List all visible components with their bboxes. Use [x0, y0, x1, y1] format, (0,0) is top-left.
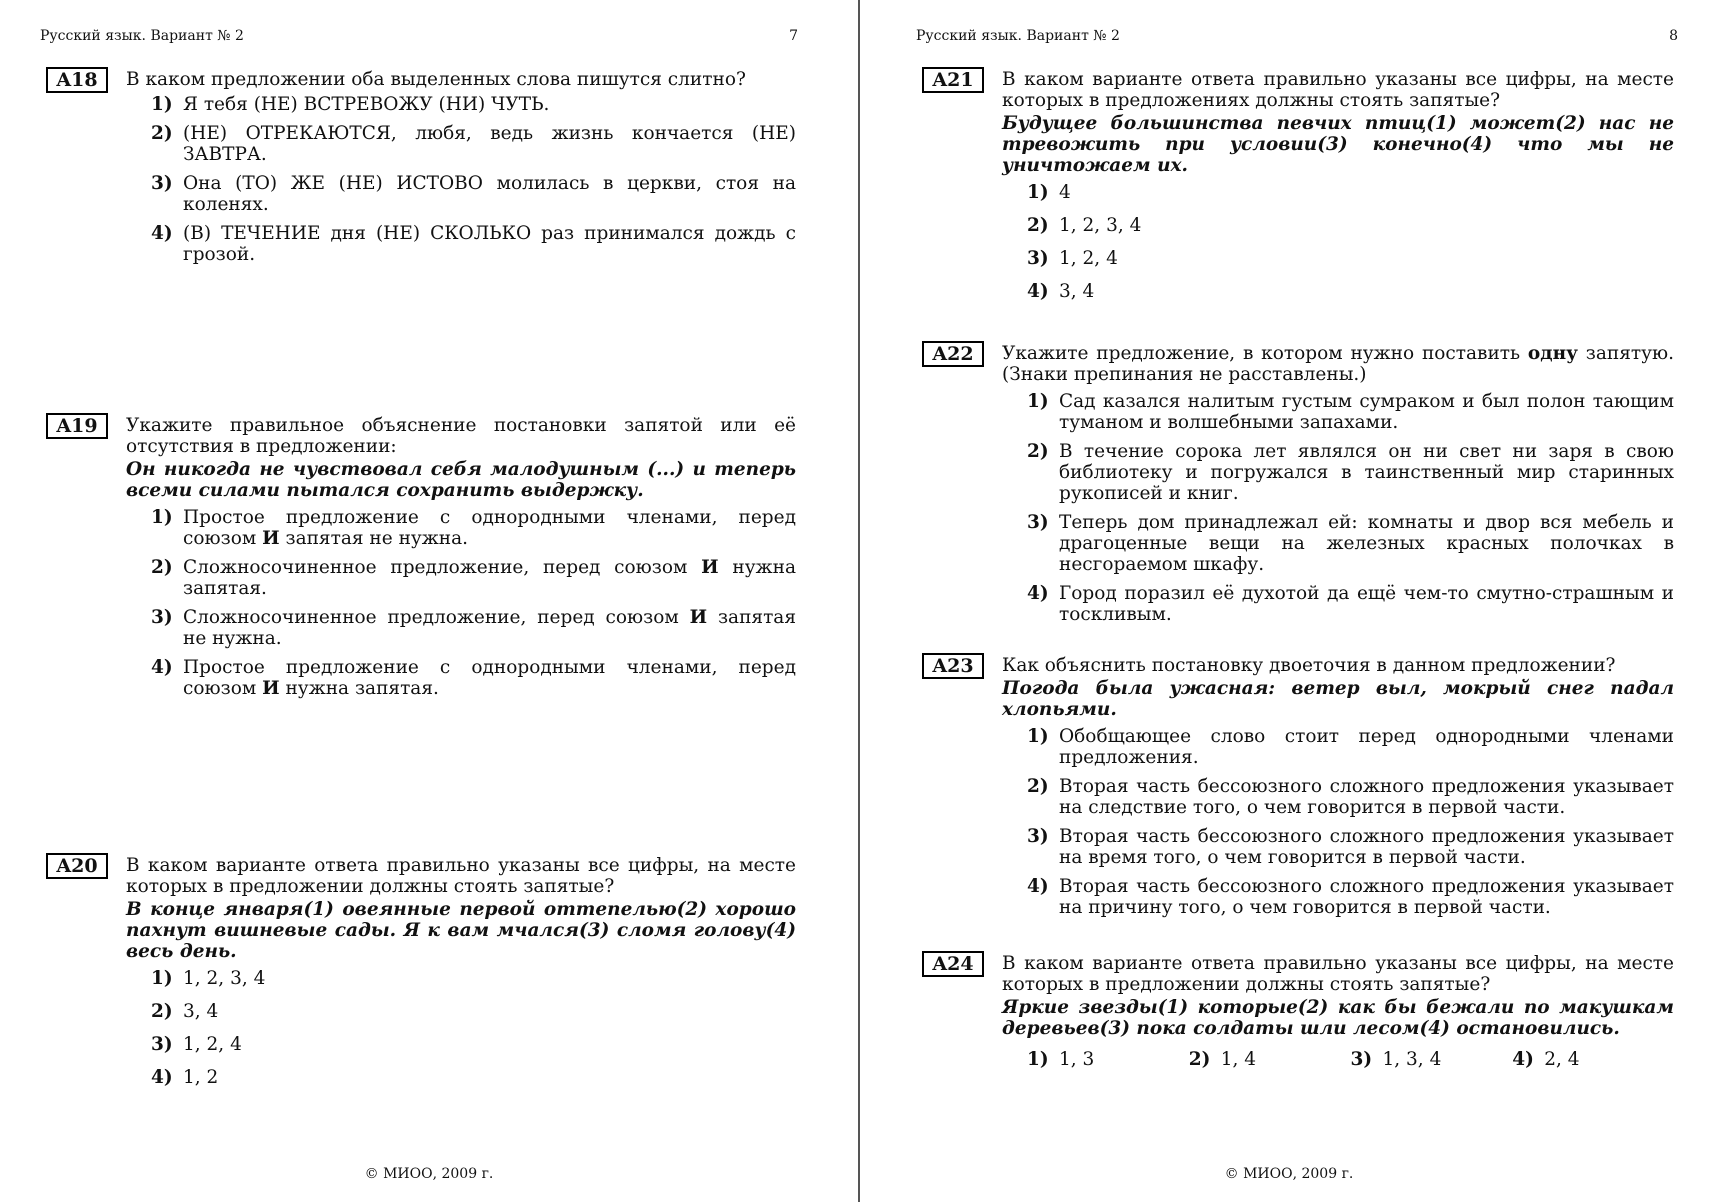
option-3[interactable]: 3) Теперь дом принадлежал ей: комнаты и двор вся мебель и драгоценные вещи на железных красных полочках в несгораемом шкафу.: [1027, 512, 1674, 575]
option-2[interactable]: 2) Вторая часть бессоюзного сложного предложения указывает на следствие того, о чем говорится в первой части.: [1027, 776, 1674, 818]
question-body: [126, 69, 796, 284]
question-body: [1002, 953, 1674, 1070]
option-4[interactable]: 4) (В) ТЕЧЕНИЕ дня (НЕ) СКОЛЬКО раз принимался дождь с грозой.: [151, 223, 796, 265]
option-2[interactable]: 2) 1, 4: [1188, 1049, 1257, 1070]
footer-copyright: © МИОО, 2009 г.: [1224, 1166, 1354, 1182]
question-sentence: Яркие звезды(1) которые(2) как бы бежали по макушкам деревьев(3) пока солдаты шли лесом(4) остановились.: [1002, 997, 1674, 1039]
option-1[interactable]: 1) Обобщающее слово стоит перед однородными членами предложения.: [1027, 726, 1674, 768]
question-prompt: Укажите предложение, в котором нужно поставить одну запятую. (Знаки препинания не расставлены.): [1002, 343, 1675, 385]
question-sentence: Погода была ужасная: ветер выл, мокрый снег падал хлопьями.: [1002, 678, 1674, 720]
question-id: A24: [922, 951, 984, 977]
option-4[interactable]: 4) 3, 4: [1027, 281, 1095, 302]
option-2[interactable]: 2) 3, 4: [151, 1001, 219, 1022]
question-sentence: В конце января(1) овеянные первой оттепелью(2) хорошо пахнут вишневые сады. Я к вам мчался(3) сломя голову(4) весь день.: [126, 899, 796, 962]
option-1[interactable]: 1) 4: [1027, 182, 1071, 203]
question-body: [126, 855, 796, 1107]
header-title: Русский язык. Вариант № 2: [40, 28, 244, 44]
option-2[interactable]: 2) (НЕ) ОТРЕКАЮТСЯ, любя, ведь жизнь кончается (НЕ) ЗАВТРА.: [151, 123, 796, 165]
question-prompt: Укажите правильное объяснение постановки запятой или её отсутствия в предложении:: [126, 415, 796, 457]
option-4[interactable]: 4) 1, 2: [151, 1067, 219, 1088]
question-id: A18: [46, 67, 108, 93]
question-sentence: Будущее большинства певчих птиц(1) может(2) нас не тревожить при условии(3) конечно(4) что мы не уничтожаем их.: [1002, 113, 1674, 176]
header-title: Русский язык. Вариант № 2: [916, 28, 1120, 44]
option-1[interactable]: 1) Сад казался налитым густым сумраком и был полон тающим туманом и волшебными запахами.: [1027, 391, 1674, 433]
options-list: [1027, 391, 1674, 625]
left-page: [0, 0, 858, 1202]
question-id: A19: [46, 413, 108, 439]
option-1[interactable]: 1) Я тебя (НЕ) ВСТРЕВОЖУ (НИ) ЧУТЬ.: [151, 94, 550, 115]
option-4[interactable]: 4) 2, 4: [1512, 1049, 1580, 1070]
question-body: [1002, 69, 1674, 321]
option-3[interactable]: 3) Сложносочиненное предложение, перед союзом И запятая не нужна.: [151, 607, 797, 649]
option-3[interactable]: 3) 1, 3, 4: [1350, 1049, 1442, 1070]
option-2[interactable]: 2) Сложносочиненное предложение, перед союзом И нужна запятая.: [151, 557, 796, 599]
options-list: [151, 968, 796, 1088]
page-number: 8: [1669, 28, 1678, 44]
question-prompt: Как объяснить постановку двоеточия в данном предложении?: [1002, 655, 1616, 676]
question-prompt: В каком варианте ответа правильно указаны все цифры, на месте которых в предложениях должны стоять запятые?: [1002, 69, 1674, 111]
option-4[interactable]: 4) Простое предложение с однородными членами, перед союзом И нужна запятая.: [151, 657, 796, 699]
question-prompt: В каком варианте ответа правильно указаны все цифры, на месте которых в предложении должны стоять запятые?: [126, 855, 796, 897]
question-id: A21: [922, 67, 984, 93]
question-body: [126, 415, 796, 718]
question-id: A23: [922, 653, 984, 679]
option-3[interactable]: 3) 1, 2, 4: [151, 1034, 242, 1055]
options-list: [151, 94, 796, 265]
option-2[interactable]: 2) 1, 2, 3, 4: [1027, 215, 1142, 236]
question-body: [1002, 343, 1674, 644]
options-list: [151, 507, 796, 699]
option-4[interactable]: 4) Вторая часть бессоюзного сложного предложения указывает на причину того, о чем говорится в первой части.: [1027, 876, 1674, 918]
right-page: [860, 0, 1718, 1202]
question-id: A20: [46, 853, 108, 879]
option-1[interactable]: 1) 1, 2, 3, 4: [151, 968, 266, 989]
option-2[interactable]: 2) В течение сорока лет являлся он ни свет ни заря в свою библиотеку и погружался в таинственный мир старинных рукописей и книг.: [1027, 441, 1674, 504]
option-3[interactable]: 3) 1, 2, 4: [1027, 248, 1118, 269]
options-row: [1027, 1049, 1674, 1070]
option-3[interactable]: 3) Она (ТО) ЖЕ (НЕ) ИСТОВО молилась в церкви, стоя на коленях.: [151, 173, 796, 215]
options-list: [1027, 726, 1674, 918]
option-3[interactable]: 3) Вторая часть бессоюзного сложного предложения указывает на время того, о чем говорится в первой части.: [1027, 826, 1674, 868]
question-prompt: В каком варианте ответа правильно указаны все цифры, на месте которых в предложении должны стоять запятые?: [1002, 953, 1674, 995]
question-body: [1002, 655, 1674, 937]
option-1[interactable]: 1) 1, 3: [1027, 1049, 1095, 1070]
option-4[interactable]: 4) Город поразил её духотой да ещё чем-то смутно-страшным и тоскливым.: [1027, 583, 1674, 625]
page-number: 7: [789, 28, 798, 44]
option-1[interactable]: 1) Простое предложение с однородными членами, перед союзом И запятая не нужна.: [151, 507, 796, 549]
question-id: A22: [922, 341, 984, 367]
question-prompt: В каком предложении оба выделенных слова пишутся слитно?: [126, 69, 746, 90]
question-sentence: Он никогда не чувствовал себя малодушным (...) и теперь всеми силами пытался сохранить выдержку.: [126, 459, 796, 501]
options-list: [1027, 182, 1674, 302]
footer-copyright: © МИОО, 2009 г.: [364, 1166, 494, 1182]
